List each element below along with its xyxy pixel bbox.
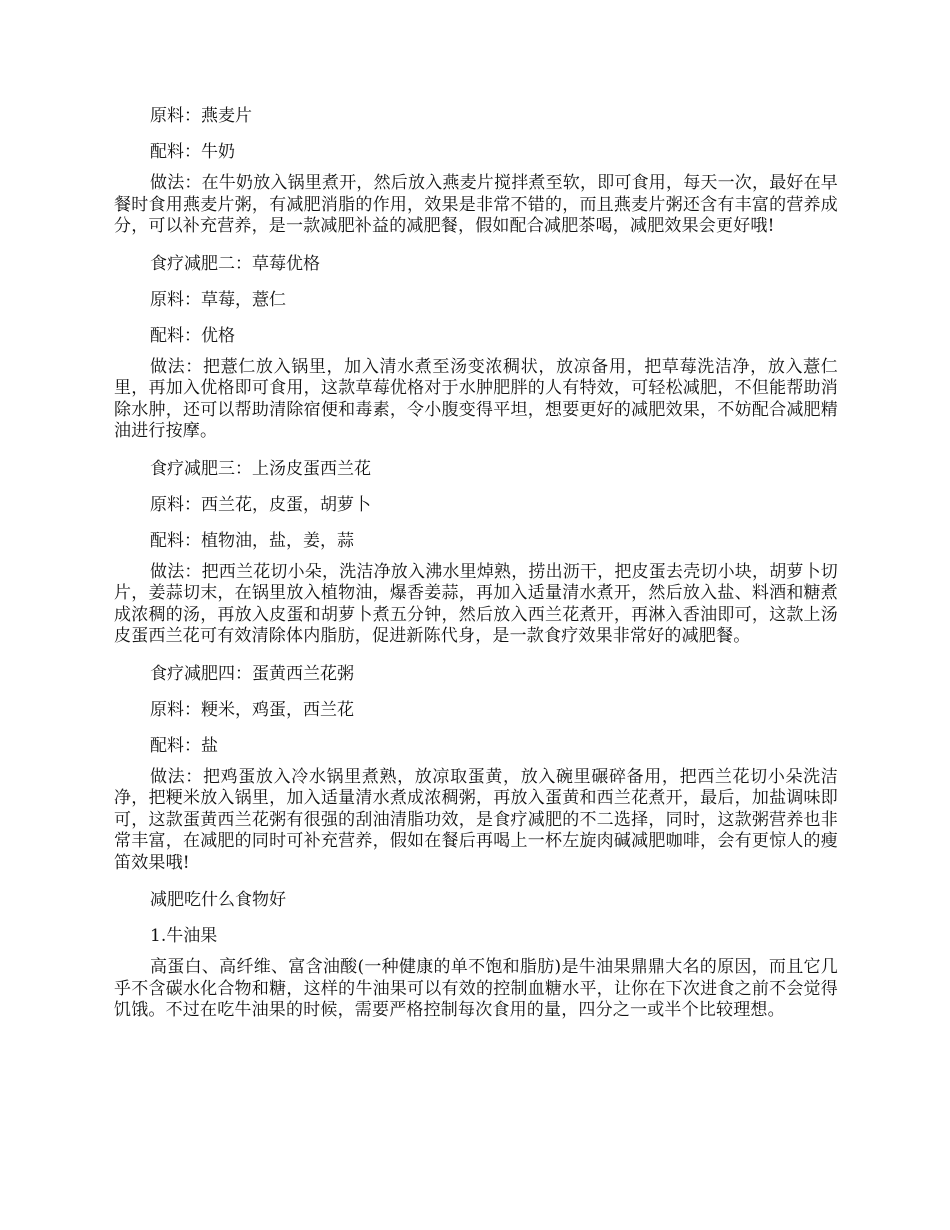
section-heading: 食疗减肥二：草莓优格: [150, 253, 320, 274]
ingredient-line: 原料：草莓，薏仁: [150, 289, 286, 310]
method-paragraph: 做法：把鸡蛋放入冷水锅里煮熟，放凉取蛋黄，放入碗里碾碎备用，把西兰花切小朵洗洁净，把粳米放入锅里，加入适量清水煮成浓稠粥，再放入蛋黄和西兰花煮开，最后，加盐调味即可，这款蛋黄西兰花粥有很强的刮油清脂功效，是食疗减肥的不二选择，同时，这款粥营养也非常丰富，在减肥的同时可补充营养，假如在餐后再喝上一杯左旋肉碱减肥咖啡，会有更惊人的瘦笛效果哦!: [114, 766, 838, 873]
section-heading: 减肥吃什么食物好: [150, 890, 286, 910]
list-item-heading: 1.牛油果: [150, 926, 218, 946]
method-paragraph: 做法：把西兰花切小朵，洗洁净放入沸水里焯熟，捞出沥干，把皮蛋去壳切小块，胡萝卜切片，姜蒜切末，在锅里放入植物油，爆香姜蒜，再加入适量清水煮开，然后放入盐、料酒和糖煮成浓稠的汤，再放入皮蛋和胡萝卜煮五分钟，然后放入西兰花煮开，再淋入香油即可，这款上汤皮蛋西兰花可有效清除体内脂肪，促进新陈代身，是一款食疗效果非常好的减肥餐。: [114, 561, 838, 646]
section-heading: 食疗减肥四：蛋黄西兰花粥: [150, 663, 354, 684]
ingredient-line: 配料：盐: [150, 735, 218, 756]
ingredient-line: 配料：牛奶: [150, 142, 235, 162]
section-heading: 食疗减肥三：上汤皮蛋西兰花: [150, 458, 371, 479]
ingredient-line: 原料：燕麦片: [150, 106, 252, 126]
ingredient-line: 配料：优格: [150, 325, 235, 346]
ingredient-line: 配料：植物油，盐，姜，蒜: [150, 530, 354, 551]
method-paragraph: 做法：把薏仁放入锅里，加入清水煮至汤变浓稠状，放凉备用，把草莓洗洁净，放入薏仁里，再加入优格即可食用，这款草莓优格对于水肿肥胖的人有特效，可轻松减肥，不但能帮助消除水肿，还可以帮助清除宿便和毒素，令小腹变得平坦，想要更好的减肥效果，不妨配合减肥精油进行按摩。: [114, 356, 838, 441]
ingredient-line: 原料：粳米，鸡蛋，西兰花: [150, 699, 354, 720]
document-page: [114, 100, 838, 1032]
method-paragraph: 做法：在牛奶放入锅里煮开，然后放入燕麦片搅拌煮至软，即可食用，每天一次，最好在早餐时食用燕麦片粥，有减肥消脂的作用，效果是非常不错的，而且燕麦片粥还含有丰富的营养成分，可以补充营养，是一款减肥补益的减肥餐，假如配合减肥茶喝，减肥效果会更好哦!: [114, 173, 838, 236]
body-paragraph: 高蛋白、高纤维、富含油酸(一种健康的单不饱和脂肪)是牛油果鼎鼎大名的原因，而且它几乎不含碳水化合物和糖，这样的牛油果可以有效的控制血糖水平，让你在下次进食之前不会觉得饥饿。不过在吃牛油果的时候，需要严格控制每次食用的量，四分之一或半个比较理想。: [114, 957, 838, 1020]
ingredient-line: 原料：西兰花，皮蛋，胡萝卜: [150, 494, 371, 515]
